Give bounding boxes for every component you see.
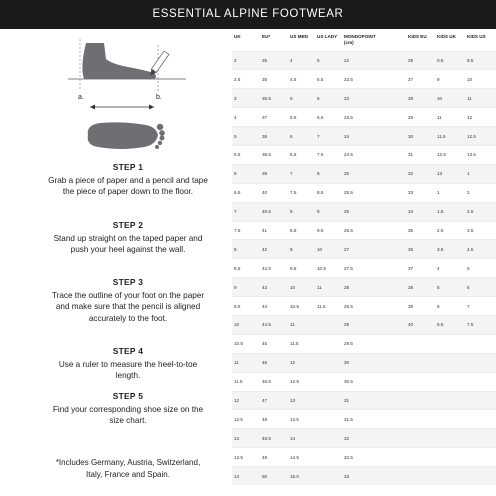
table-cell: 2 <box>465 183 496 202</box>
table-cell: 23 <box>342 89 376 108</box>
table-cell: 6 <box>232 164 260 183</box>
table-row <box>232 259 496 278</box>
table-cell <box>435 391 465 410</box>
table-cell: 6 <box>465 278 496 297</box>
table-cell: 22.5 <box>342 70 376 89</box>
table-cell: 11 <box>465 89 496 108</box>
table-cell <box>376 334 406 353</box>
table-cell: 9 <box>435 70 465 89</box>
step-5 <box>48 391 208 427</box>
table-cell: 11.5 <box>315 297 342 316</box>
measure-instructions <box>0 29 232 496</box>
table-cell: 46.5 <box>260 372 288 391</box>
step-2-text: Stand up straight on the taped paper and push your heel against the wall. <box>53 233 203 254</box>
table-cell: 9 <box>232 278 260 297</box>
table-row <box>232 315 496 334</box>
table-cell: 38 <box>260 127 288 146</box>
step-3 <box>48 277 208 324</box>
table-cell: 12.5 <box>465 127 496 146</box>
table-row <box>232 108 496 127</box>
table-cell: 33 <box>406 183 435 202</box>
table-cell <box>376 240 406 259</box>
table-cell: 3.5 <box>465 221 496 240</box>
table-cell <box>376 221 406 240</box>
table-cell: 8.5 <box>288 221 315 240</box>
table-cell: 0.5 <box>435 51 465 70</box>
table-cell: 13 <box>435 164 465 183</box>
step-2 <box>48 220 208 256</box>
table-cell: 11 <box>232 353 260 372</box>
table-cell: 3 <box>232 89 260 108</box>
table-cell: 8.5 <box>232 259 260 278</box>
table-row <box>232 127 496 146</box>
table-cell: 2.5 <box>465 202 496 221</box>
table-cell: 12 <box>232 391 260 410</box>
table-cell: 7 <box>465 297 496 316</box>
table-cell: 25 <box>342 164 376 183</box>
page-title: ESSENTIAL ALPINE FOOTWEAR <box>0 0 496 29</box>
footnote: *Includes Germany, Austria, Switzerland, Italy, France and Spain. <box>55 458 201 479</box>
column-header: EU* <box>262 34 271 39</box>
table-cell: 13.5 <box>465 145 496 164</box>
table-row <box>232 89 496 108</box>
table-cell: 9.5 <box>465 51 496 70</box>
step-5-title: STEP 5 <box>112 391 144 401</box>
table-cell <box>465 467 496 486</box>
table-row <box>232 334 496 353</box>
table-cell: 50 <box>260 467 288 486</box>
table-cell: 27.5 <box>342 259 376 278</box>
table-cell: 35 <box>406 221 435 240</box>
table-cell <box>406 448 435 467</box>
table-cell <box>315 353 342 372</box>
table-cell <box>435 334 465 353</box>
table-cell: 34 <box>406 202 435 221</box>
foot-side-illustration <box>68 37 186 99</box>
table-cell: 4 <box>288 51 315 70</box>
foot-top-illustration <box>78 101 173 163</box>
step-1 <box>48 162 208 198</box>
table-cell: 48 <box>260 410 288 429</box>
table-cell <box>465 334 496 353</box>
table-cell: 31 <box>342 391 376 410</box>
table-cell: 6.5 <box>288 145 315 164</box>
table-row <box>232 372 496 391</box>
table-cell: 38 <box>406 278 435 297</box>
table-cell: 14 <box>232 467 260 486</box>
table-cell: 4 <box>232 108 260 127</box>
table-cell: 13.5 <box>288 410 315 429</box>
table-cell <box>376 410 406 429</box>
table-cell: 10 <box>315 240 342 259</box>
table-cell <box>406 391 435 410</box>
table-cell: 44.5 <box>260 315 288 334</box>
table-cell <box>435 448 465 467</box>
table-cell: 8 <box>315 164 342 183</box>
table-cell <box>465 410 496 429</box>
table-cell <box>406 467 435 486</box>
table-cell: 4 <box>435 259 465 278</box>
label-b: b. <box>156 94 162 99</box>
step-1-title: STEP 1 <box>112 162 144 172</box>
table-cell: 32.5 <box>342 448 376 467</box>
table-cell: 5 <box>435 278 465 297</box>
table-cell <box>435 372 465 391</box>
table-cell: 12.5 <box>232 410 260 429</box>
table-header-row <box>232 29 496 51</box>
table-cell: 10.5 <box>288 297 315 316</box>
table-cell: 13 <box>232 429 260 448</box>
table-cell <box>376 429 406 448</box>
table-cell: 14.5 <box>288 448 315 467</box>
table-cell: 32 <box>406 164 435 183</box>
table-row <box>232 391 496 410</box>
table-cell <box>406 429 435 448</box>
table-cell: 28 <box>406 89 435 108</box>
table-cell: 2.5 <box>232 70 260 89</box>
table-cell: 8 <box>232 240 260 259</box>
table-cell: 31 <box>406 145 435 164</box>
table-cell: 11.5 <box>435 127 465 146</box>
table-cell: 8 <box>288 202 315 221</box>
table-cell: 11 <box>315 278 342 297</box>
table-cell <box>376 183 406 202</box>
table-cell: 35.5 <box>260 89 288 108</box>
table-row <box>232 70 496 89</box>
table-cell <box>376 108 406 127</box>
table-cell <box>315 315 342 334</box>
table-cell <box>376 448 406 467</box>
table-cell: 40 <box>406 315 435 334</box>
table-cell: 29 <box>406 108 435 127</box>
column-header: KIDS US <box>467 34 486 39</box>
table-cell: 7.5 <box>465 315 496 334</box>
table-cell: 10 <box>465 70 496 89</box>
table-cell: 13.5 <box>232 448 260 467</box>
table-cell <box>376 259 406 278</box>
table-cell: 4.5 <box>465 240 496 259</box>
table-cell <box>406 410 435 429</box>
table-cell: 10.5 <box>232 334 260 353</box>
table-cell: 6 <box>288 127 315 146</box>
table-row <box>232 164 496 183</box>
table-cell: 37 <box>260 108 288 127</box>
table-cell: 1 <box>465 164 496 183</box>
table-cell: 42.5 <box>260 259 288 278</box>
table-cell <box>315 372 342 391</box>
table-cell: 10 <box>232 315 260 334</box>
table-cell: 6.5 <box>435 315 465 334</box>
table-cell <box>315 410 342 429</box>
table-row <box>232 297 496 316</box>
table-cell <box>376 278 406 297</box>
table-row <box>232 467 496 486</box>
table-cell: 15.0 <box>288 467 315 486</box>
table-row <box>232 51 496 70</box>
table-cell: 8.5 <box>315 183 342 202</box>
table-cell <box>435 467 465 486</box>
table-cell <box>315 429 342 448</box>
table-cell: 40 <box>260 183 288 202</box>
table-row <box>232 278 496 297</box>
table-cell <box>435 429 465 448</box>
table-row <box>232 429 496 448</box>
table-cell: 23.5 <box>342 108 376 127</box>
table-cell: 1 <box>435 183 465 202</box>
table-cell: 9.5 <box>315 221 342 240</box>
table-cell: 5 <box>465 259 496 278</box>
table-cell: 10 <box>288 278 315 297</box>
table-cell: 49 <box>260 448 288 467</box>
size-chart <box>232 29 496 496</box>
column-header: KIDS UK <box>437 34 456 39</box>
table-cell <box>406 372 435 391</box>
table-cell: 24.5 <box>342 145 376 164</box>
table-cell: 38.5 <box>260 145 288 164</box>
table-cell: 1.5 <box>435 202 465 221</box>
table-cell: 13 <box>288 391 315 410</box>
table-row <box>232 448 496 467</box>
label-a: a. <box>78 94 84 99</box>
table-cell: 9.5 <box>288 259 315 278</box>
table-cell: 44 <box>260 297 288 316</box>
table-row <box>232 183 496 202</box>
table-cell: 7 <box>232 202 260 221</box>
table-cell: 37 <box>406 259 435 278</box>
table-cell <box>465 353 496 372</box>
table-cell: 35 <box>260 51 288 70</box>
table-cell: 6 <box>315 89 342 108</box>
table-row <box>232 145 496 164</box>
step-5-text: Find your corresponding shoe size on the size chart. <box>52 404 204 425</box>
table-cell: 46 <box>260 353 288 372</box>
table-cell: 30 <box>406 127 435 146</box>
table-cell: 7.5 <box>288 183 315 202</box>
table-cell: 4.5 <box>288 70 315 89</box>
table-row <box>232 240 496 259</box>
table-row <box>232 202 496 221</box>
table-cell <box>465 448 496 467</box>
table-cell: 31.5 <box>342 410 376 429</box>
table-cell: 9 <box>288 240 315 259</box>
table-cell: 45 <box>260 334 288 353</box>
table-cell: 26.5 <box>342 221 376 240</box>
table-cell: 3.5 <box>435 240 465 259</box>
table-cell: 29 <box>406 51 435 70</box>
table-cell: 14 <box>288 429 315 448</box>
table-cell <box>376 297 406 316</box>
table-cell <box>376 70 406 89</box>
table-cell: 36 <box>406 240 435 259</box>
column-header: US LADY <box>317 34 338 39</box>
table-cell: 5.5 <box>315 70 342 89</box>
table-cell: 6.5 <box>232 183 260 202</box>
table-cell: 9.5 <box>232 297 260 316</box>
table-cell <box>376 127 406 146</box>
column-header: MONDOPOINT (cm) <box>344 34 376 45</box>
table-cell <box>376 315 406 334</box>
table-cell <box>376 164 406 183</box>
table-cell: 28.5 <box>342 297 376 316</box>
table-cell: 29 <box>342 315 376 334</box>
table-cell <box>376 353 406 372</box>
table-cell <box>376 391 406 410</box>
table-cell: 6 <box>435 297 465 316</box>
table-cell <box>376 145 406 164</box>
table-cell <box>376 372 406 391</box>
table-cell <box>376 89 406 108</box>
table-cell: 6.5 <box>315 108 342 127</box>
table-cell: 43 <box>260 278 288 297</box>
table-cell: 11.5 <box>232 372 260 391</box>
table-cell: 22 <box>342 51 376 70</box>
table-cell: 2.5 <box>435 221 465 240</box>
table-cell <box>315 334 342 353</box>
table-row <box>232 221 496 240</box>
table-row <box>232 353 496 372</box>
table-cell: 12.5 <box>435 145 465 164</box>
table-cell <box>315 448 342 467</box>
table-cell: 5 <box>315 51 342 70</box>
table-cell: 7.5 <box>232 221 260 240</box>
table-cell: 12.5 <box>288 372 315 391</box>
table-cell: 12 <box>288 353 315 372</box>
table-cell <box>435 410 465 429</box>
table-cell: 41 <box>260 221 288 240</box>
table-cell <box>376 467 406 486</box>
step-4-text: Use a ruler to measure the heel-to-toe length. <box>58 359 198 380</box>
table-cell <box>376 202 406 221</box>
table-cell: 35 <box>260 70 288 89</box>
table-cell <box>376 51 406 70</box>
table-cell: 39 <box>260 164 288 183</box>
step-1-text: Grab a piece of paper and a pencil and tape the piece of paper down to the floor. <box>48 175 208 196</box>
column-header: US MEN <box>290 34 308 39</box>
table-cell <box>465 429 496 448</box>
table-cell: 27 <box>406 70 435 89</box>
table-cell: 7 <box>288 164 315 183</box>
table-cell: 5.5 <box>232 145 260 164</box>
step-3-text: Trace the outline of your foot on the paper and make sure that the pencil is aligned accurately to the foot. <box>51 290 205 323</box>
table-cell <box>406 334 435 353</box>
table-cell: 47 <box>260 391 288 410</box>
table-cell <box>465 391 496 410</box>
table-cell: 40.5 <box>260 202 288 221</box>
table-cell: 5 <box>288 89 315 108</box>
table-cell: 10.5 <box>315 259 342 278</box>
table-cell <box>406 353 435 372</box>
table-cell: 29.5 <box>342 334 376 353</box>
column-header: UK <box>234 34 241 39</box>
table-cell <box>435 353 465 372</box>
step-4 <box>48 346 208 382</box>
column-header <box>376 29 406 51</box>
table-cell: 30.5 <box>342 372 376 391</box>
step-2-title: STEP 2 <box>112 220 144 230</box>
table-cell: 7 <box>315 127 342 146</box>
table-cell: 25.5 <box>342 183 376 202</box>
table-cell: 27 <box>342 240 376 259</box>
table-cell: 28 <box>342 278 376 297</box>
table-cell: 11.5 <box>288 334 315 353</box>
table-cell: 26 <box>342 202 376 221</box>
table-cell: 24 <box>342 127 376 146</box>
size-chart-table <box>232 29 496 485</box>
step-4-title: STEP 4 <box>112 346 144 356</box>
table-row <box>232 410 496 429</box>
table-cell: 10 <box>435 89 465 108</box>
table-cell <box>465 372 496 391</box>
table-cell <box>315 391 342 410</box>
table-cell: 9 <box>315 202 342 221</box>
table-cell: 7.5 <box>315 145 342 164</box>
table-cell: 5.5 <box>288 108 315 127</box>
table-cell: 32 <box>342 429 376 448</box>
table-cell: 11 <box>435 108 465 127</box>
table-cell: 5 <box>232 127 260 146</box>
table-cell: 42 <box>260 240 288 259</box>
table-cell: 12 <box>465 108 496 127</box>
table-cell: 11 <box>288 315 315 334</box>
table-cell: 48.5 <box>260 429 288 448</box>
table-cell <box>315 467 342 486</box>
table-cell: 33 <box>342 467 376 486</box>
table-cell: 30 <box>342 353 376 372</box>
table-cell: 39 <box>406 297 435 316</box>
step-3-title: STEP 3 <box>112 277 144 287</box>
column-header: KIDS EU <box>408 34 427 39</box>
table-cell: 2 <box>232 51 260 70</box>
